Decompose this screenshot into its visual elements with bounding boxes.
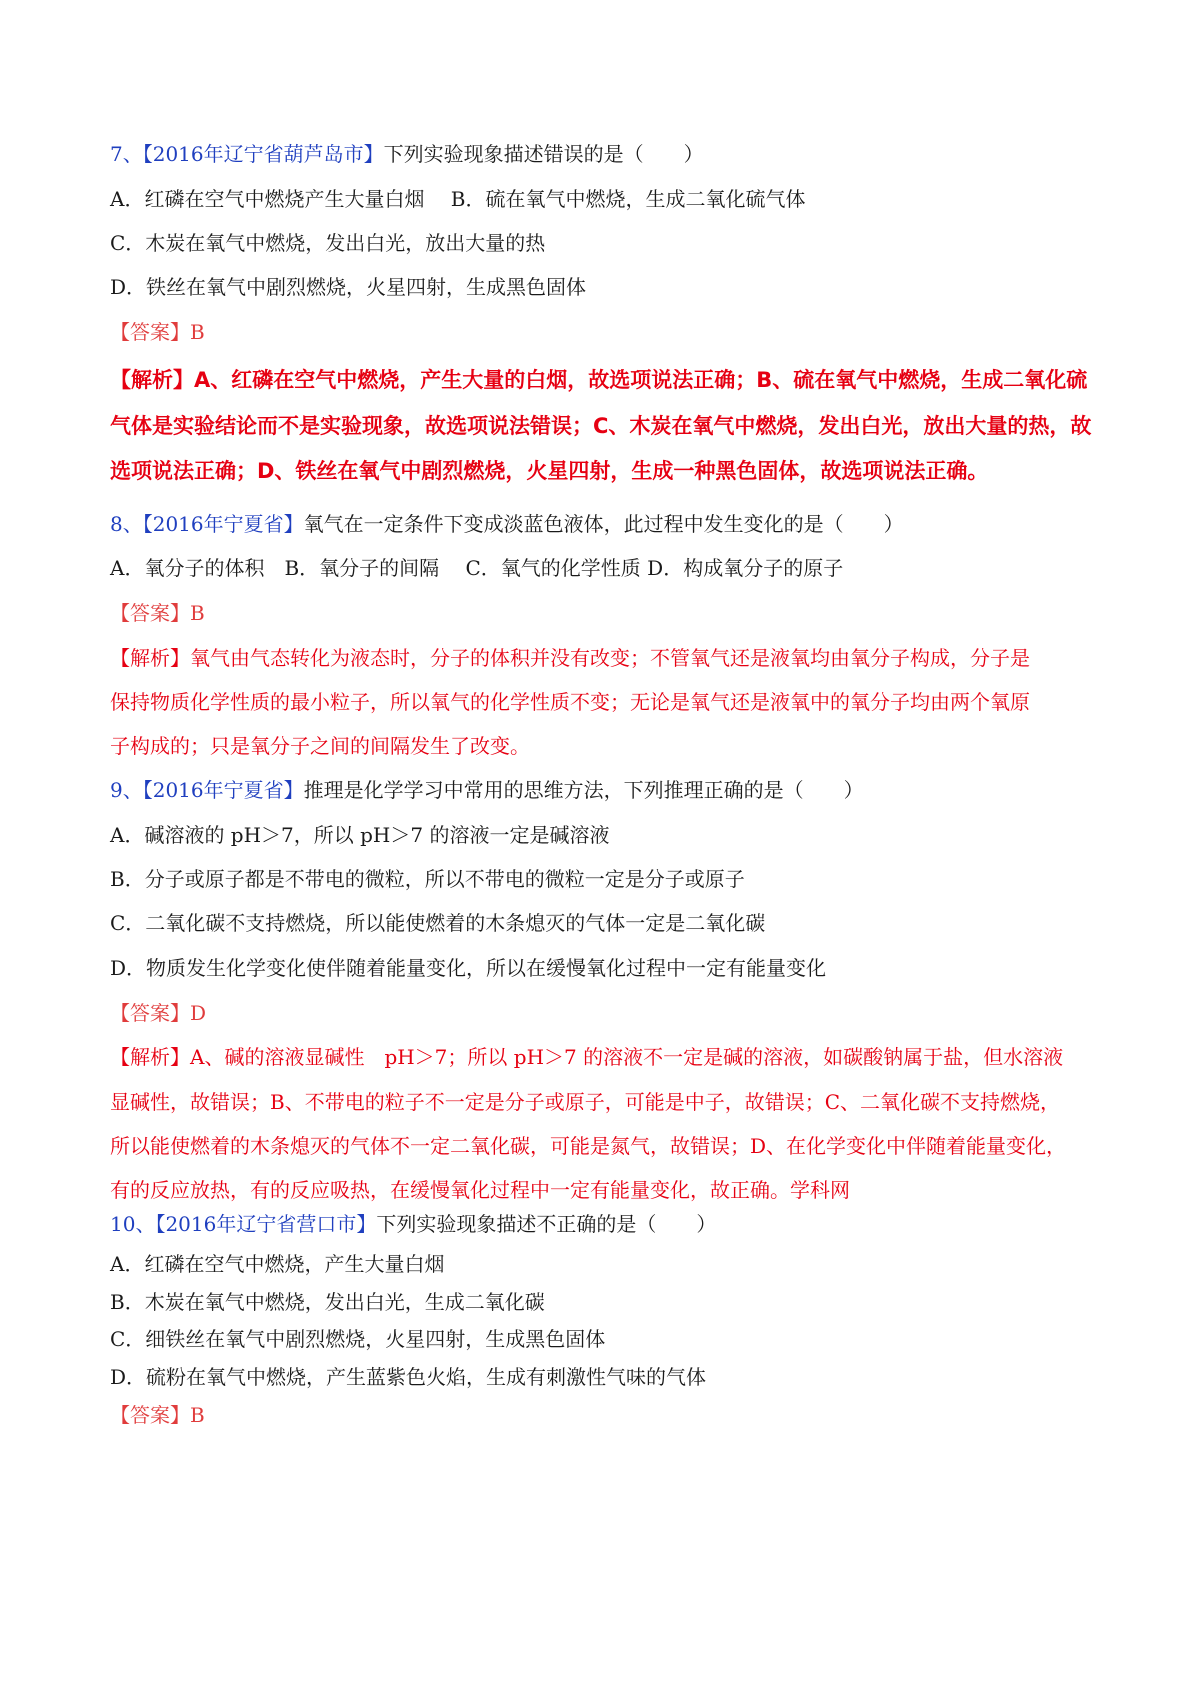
answer-value: B bbox=[190, 1403, 205, 1427]
answer-line bbox=[110, 999, 1110, 1027]
option-line: B．分子或原子都是不带电的微粒，所以不带电的微粒一定是分子或原子 bbox=[110, 867, 745, 891]
option-line: A．红磷在空气中燃烧，产生大量白烟 bbox=[110, 1252, 445, 1276]
option-line: C．木炭在氧气中燃烧，发出白光，放出大量的热 bbox=[110, 231, 546, 255]
answer-tag: 【答案】 bbox=[110, 320, 190, 344]
answer-tag: 【答案】 bbox=[110, 1001, 190, 1025]
answer-tag: 【答案】 bbox=[110, 1403, 190, 1427]
question-number: 10、 bbox=[110, 1212, 156, 1236]
question-stem: 推理是化学学习中常用的思维方法，下列推理正确的是（ ） bbox=[303, 778, 864, 802]
question-stem: 氧气在一定条件下变成淡蓝色液体，此过程中发生变化的是（ ） bbox=[303, 512, 904, 536]
answer-line bbox=[110, 318, 1110, 346]
answer-line bbox=[110, 599, 1110, 627]
question-source: 【2016年辽宁省葫芦岛市】 bbox=[142, 142, 384, 166]
question-number: 9、 bbox=[110, 778, 143, 802]
option-line: A．氧分子的体积 B．氧分子的间隔 C．氧气的化学性质 D．构成氧分子的原子 bbox=[110, 556, 844, 580]
option-line: C．细铁丝在氧气中剧烈燃烧，火星四射，生成黑色固体 bbox=[110, 1327, 606, 1351]
explanation-line: 气体是实验结论而不是实验现象，故选项说法错误；C、木炭在氧气中燃烧，发出白光，放出大量的热，故 bbox=[110, 414, 1092, 438]
question-9-title bbox=[110, 776, 1110, 804]
explanation-line: 有的反应放热，有的反应吸热，在缓慢氧化过程中一定有能量变化，故正确。学科网 bbox=[110, 1178, 850, 1202]
explanation-line: 选项说法正确；D、铁丝在氧气中剧烈燃烧，火星四射，生成一种黑色固体，故选项说法正确。 bbox=[110, 459, 989, 483]
question-7-title bbox=[110, 140, 1110, 168]
answer-value: D bbox=[190, 1001, 207, 1025]
option-line: B．木炭在氧气中燃烧，发出白光，生成二氧化碳 bbox=[110, 1290, 545, 1314]
explanation-line: 保持物质化学性质的最小粒子，所以氧气的化学性质不变；无论是氧气还是液氧中的氧分子均由两个氧原 bbox=[110, 690, 1030, 714]
option-line: D．硫粉在氧气中燃烧，产生蓝紫色火焰，生成有刺激性气味的气体 bbox=[110, 1365, 707, 1389]
question-source: 【2016年辽宁省营口市】 bbox=[155, 1212, 377, 1236]
question-stem: 下列实验现象描述错误的是（ ） bbox=[383, 142, 704, 166]
answer-value: B bbox=[190, 601, 205, 625]
option-line: A．红磷在空气中燃烧产生大量白烟 B．硫在氧气中燃烧，生成二氧化硫气体 bbox=[110, 187, 806, 211]
explanation-line: 【解析】氧气由气态转化为液态时，分子的体积并没有改变；不管氧气还是液氧均由氧分子构成，分子是 bbox=[110, 646, 1030, 670]
option-line: D．物质发生化学变化使伴随着能量变化，所以在缓慢氧化过程中一定有能量变化 bbox=[110, 956, 827, 980]
question-source: 【2016年宁夏省】 bbox=[142, 512, 304, 536]
question-8-title bbox=[110, 510, 1110, 538]
explanation-line: 所以能使燃着的木条熄灭的气体不一定二氧化碳，可能是氮气，故错误；D、在化学变化中伴随着能量变化， bbox=[110, 1134, 1067, 1158]
explanation-line: 子构成的；只是氧分子之间的间隔发生了改变。 bbox=[110, 734, 530, 758]
explanation-line: 显碱性，故错误；B、不带电的粒子不一定是分子或原子，可能是中子，故错误；C、二氧化碳不支持燃烧， bbox=[110, 1090, 1060, 1114]
question-stem: 下列实验现象描述不正确的是（ ） bbox=[376, 1212, 717, 1236]
question-number: 7、 bbox=[110, 142, 143, 166]
explanation-line: 【解析】A、碱的溶液显碱性 pH＞7；所以 pH＞7 的溶液不一定是碱的溶液，如碳酸钠属于盐，但水溶液 bbox=[110, 1045, 1064, 1069]
explanation-line: 【解析】A、红磷在空气中燃烧，产生大量的白烟，故选项说法正确；B、硫在氧气中燃烧，生成二氧化硫 bbox=[110, 368, 1088, 392]
question-10-title bbox=[110, 1210, 1110, 1238]
option-line: D．铁丝在氧气中剧烈燃烧，火星四射，生成黑色固体 bbox=[110, 275, 587, 299]
answer-tag: 【答案】 bbox=[110, 601, 190, 625]
option-line: C．二氧化碳不支持燃烧，所以能使燃着的木条熄灭的气体一定是二氧化碳 bbox=[110, 911, 766, 935]
answer-value: B bbox=[190, 320, 205, 344]
question-number: 8、 bbox=[110, 512, 143, 536]
option-line: A．碱溶液的 pH＞7，所以 pH＞7 的溶液一定是碱溶液 bbox=[110, 823, 610, 847]
question-source: 【2016年宁夏省】 bbox=[142, 778, 304, 802]
answer-line bbox=[110, 1401, 1110, 1429]
